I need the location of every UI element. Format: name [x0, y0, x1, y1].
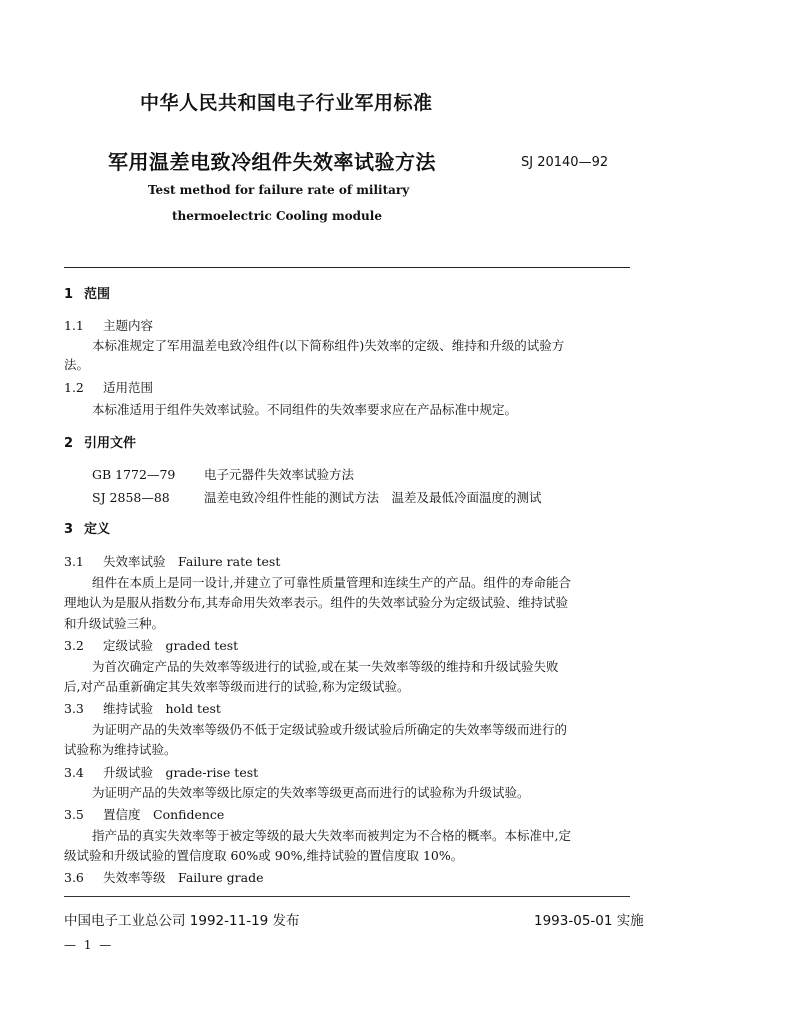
- subsection-number: 1.1: [64, 318, 84, 333]
- subsection-title: 置信度 Confidence: [103, 807, 225, 822]
- header-divider: [64, 267, 630, 268]
- subsection-3-5-heading: [64, 805, 224, 823]
- issue-date: 中国电子工业总公司 1992-11-19 发布: [64, 913, 300, 929]
- subsection-title: 适用范围: [103, 380, 154, 395]
- subsection-number: 3.6: [64, 870, 84, 885]
- paragraph-line: 为证明产品的失效率等级仍不低于定级试验或升级试验后所确定的失效率等级而进行的: [92, 722, 568, 737]
- paragraph-line: 法。: [64, 357, 90, 372]
- paragraph-line: 理地认为是服从指数分布,其寿命用失效率表示。组件的失效率试验分为定级试验、维持试验: [64, 595, 568, 610]
- standard-number: SJ 20140—92: [521, 155, 609, 170]
- subsection-title: 升级试验 grade-rise test: [103, 765, 259, 780]
- document-title-chinese: 军用温差电致冷组件失效率试验方法: [108, 150, 436, 174]
- subsection-title: 失效率等级 Failure grade: [103, 870, 264, 885]
- document-title-english-line1: Test method for failure rate of military: [148, 183, 410, 197]
- subsection-3-2-heading: [64, 636, 238, 654]
- paragraph-line: 指产品的真实失效率等于被定等级的最大失效率而被判定为不合格的概率。本标准中,定: [92, 828, 571, 843]
- effective-date: 1993-05-01 实施: [534, 913, 644, 929]
- subsection-1-2-heading: [64, 378, 153, 396]
- reference-title: 电子元器件失效率试验方法: [204, 467, 355, 482]
- section-1-heading: [64, 283, 110, 302]
- footer-divider: [64, 896, 630, 897]
- reference-code: SJ 2858—88: [92, 490, 170, 505]
- subsection-1-1-heading: [64, 316, 153, 334]
- section-number: 1: [64, 287, 74, 302]
- paragraph-line: 和升级试验三种。: [64, 616, 165, 631]
- paragraph-line: 级试验和升级试验的置信度取 60%或 90%,维持试验的置信度取 10%。: [64, 848, 464, 863]
- subsection-3-4-heading: [64, 763, 258, 781]
- paragraph-line: 为证明产品的失效率等级比原定的失效率等级更高而进行的试验称为升级试验。: [92, 785, 530, 800]
- document-title-english-line2: thermoelectric Cooling module: [172, 209, 382, 223]
- subsection-3-1-heading: [64, 552, 280, 570]
- subsection-number: 3.2: [64, 638, 84, 653]
- subsection-3-3-heading: [64, 699, 221, 717]
- paragraph-line: 为首次确定产品的失效率等级进行的试验,或在某一失效率等级的维持和升级试验失败: [92, 659, 559, 674]
- section-number: 3: [64, 522, 74, 537]
- reference-item: [92, 465, 354, 483]
- reference-title: 温差电致冷组件性能的测试方法 温差及最低冷面温度的测试: [204, 490, 542, 505]
- subsection-number: 1.2: [64, 380, 84, 395]
- subsection-number: 3.3: [64, 701, 84, 716]
- paragraph-line: 试验称为维持试验。: [64, 742, 177, 757]
- section-number: 2: [64, 436, 74, 451]
- subsection-title: 维持试验 hold test: [103, 701, 221, 716]
- reference-code: GB 1772—79: [92, 467, 176, 482]
- paragraph-line: 本标准规定了军用温差电致冷组件(以下简称组件)失效率的定级、维持和升级的试验方: [92, 338, 565, 353]
- section-title: 范围: [84, 287, 111, 302]
- reference-item: [92, 488, 542, 506]
- subsection-3-6-heading: [64, 868, 264, 886]
- issuing-authority: 中华人民共和国电子行业军用标准: [140, 92, 433, 114]
- paragraph-line: 后,对产品重新确定其失效率等级而进行的试验,称为定级试验。: [64, 679, 410, 694]
- subsection-number: 3.4: [64, 765, 84, 780]
- subsection-title: 定级试验 graded test: [103, 638, 239, 653]
- paragraph-line: 本标准适用于组件失效率试验。不同组件的失效率要求应在产品标准中规定。: [92, 402, 518, 417]
- paragraph-line: 组件在本质上是同一设计,并建立了可靠性质量管理和连续生产的产品。组件的寿命能合: [92, 575, 571, 590]
- subsection-number: 3.1: [64, 554, 84, 569]
- page-number: — 1 —: [64, 938, 114, 952]
- section-title: 定义: [84, 522, 111, 537]
- section-3-heading: [64, 518, 110, 537]
- section-title: 引用文件: [84, 436, 137, 451]
- subsection-title: 失效率试验 Failure rate test: [103, 554, 281, 569]
- subsection-number: 3.5: [64, 807, 84, 822]
- section-2-heading: [64, 432, 136, 451]
- subsection-title: 主题内容: [103, 318, 154, 333]
